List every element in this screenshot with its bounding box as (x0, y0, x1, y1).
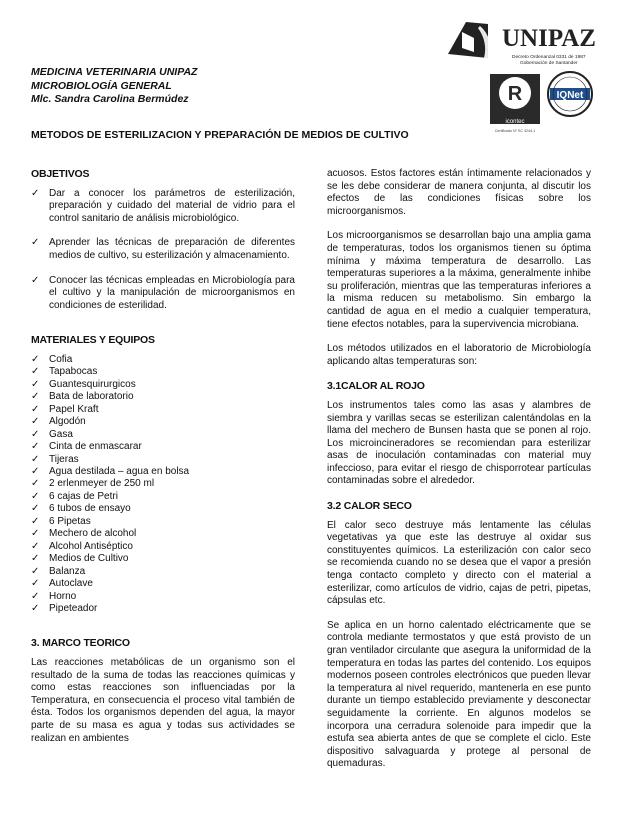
material-item (31, 516, 295, 528)
objetivo-item (31, 237, 295, 262)
checkmark-icon: ✓ (31, 528, 40, 540)
material-item (31, 541, 295, 553)
material-text: 6 Pipetas (49, 515, 91, 527)
material-text: Balanza (49, 565, 86, 577)
material-text: Cinta de enmascarar (49, 441, 142, 453)
material-item (31, 591, 295, 603)
logo-line-2: Gobernación de Santander (520, 61, 578, 66)
document-title: METODOS DE ESTERILIZACION Y PREPARACIÓN DE MEDIOS DE CULTIVO (31, 129, 409, 141)
material-item (31, 478, 295, 490)
checkmark-icon: ✓ (31, 603, 40, 614)
checkmark-icon: ✓ (31, 274, 40, 286)
calor-seco-paragraph-1: El calor seco destruye más lentamente las células vegetativas ya que este las destruye al oxidar sus constituyentes químicos. La esterilización con calor seco se recomienda cuando no se desea que el vapor a presión tenga contacto completo y directo con el material a esterilizar, como artículos de vidrio, cajas de petri, pipetas, cápsulas etc. (327, 519, 591, 607)
material-text: 6 cajas de Petri (49, 490, 118, 502)
checkmark-icon: ✓ (31, 590, 40, 602)
material-item (31, 566, 295, 578)
checkmark-icon: ✓ (31, 515, 40, 527)
checkmark-icon: ✓ (31, 466, 40, 478)
checkmark-icon: ✓ (31, 366, 40, 378)
certificate-label: Certificado N° SC 3244-1 (494, 129, 536, 133)
checkmark-icon: ✓ (31, 478, 40, 490)
checkmark-icon: ✓ (31, 540, 40, 552)
material-item (31, 404, 295, 416)
checkmark-icon: ✓ (31, 416, 40, 428)
material-item (31, 416, 295, 428)
material-text: 6 tubos de ensayo (49, 503, 131, 515)
checkmark-icon: ✓ (31, 453, 40, 465)
iqnet-label: IQNet (556, 90, 584, 101)
material-text: Tijeras (49, 453, 79, 465)
objetivo-text: Aprender las técnicas de preparación de diferentes medios de cultivo, su esterilización y almacenamiento. (49, 237, 295, 261)
material-text: 2 erlenmeyer de 250 ml (49, 478, 155, 490)
material-item (31, 366, 295, 378)
checkmark-icon: ✓ (31, 428, 40, 440)
material-item (31, 528, 295, 540)
material-item (31, 503, 295, 515)
checkmark-icon: ✓ (31, 441, 40, 453)
right-paragraph-2: Los microorganismos se desarrollan bajo una amplia gama de temperaturas, todos los organismos tienen su óptima mínima y máxima temperatura de desarrollo. Las temperaturas superiores a la máxima, generalmente inhibe su proliferación, mientras que las temperaturas inferiores a la misma reducen su metabolismo. Sin embargo la cantidad de agua en el medio a cualquier temperatura, tiene efectos notables, para la supervivencia microbiana. (327, 230, 591, 330)
header-line-author: Mlc. Sandra Carolina Bermúdez (31, 93, 189, 105)
material-text: Papel Kraft (49, 403, 99, 415)
material-text: Cofia (49, 353, 73, 365)
material-text: Gasa (49, 428, 73, 440)
iso-label: ISO 9001 (501, 111, 529, 118)
material-text: Tapabocas (49, 366, 98, 378)
material-text: Guantesquirurgicos (49, 378, 136, 390)
objetivos-heading: OBJETIVOS (31, 168, 90, 180)
checkmark-icon: ✓ (31, 187, 40, 199)
objetivos-list (31, 188, 295, 313)
material-item (31, 454, 295, 466)
checkmark-icon: ✓ (31, 391, 40, 403)
calor-rojo-paragraph: Los instrumentos tales como las asas y alambres de siembra y varillas secas se esterilizan calentándolas en la llama del mechero de Bunsen hasta que se ponen al rojo. Los microincineradores se recomiendan para esterilizar asas de inoculación contaminadas con material muy infeccioso, para evitar el riesgo de chisporrotear partículas contaminadas sobre el alrededor. (327, 399, 591, 487)
unipaz-logo (444, 18, 616, 136)
material-text: Autoclave (49, 578, 93, 590)
svg-text:R: R (507, 83, 523, 105)
material-text: Mechero de alcohol (49, 528, 137, 540)
objetivo-item (31, 188, 295, 226)
checkmark-icon: ✓ (31, 378, 40, 390)
marco-heading: 3. MARCO TEORICO (31, 637, 130, 650)
calor-seco-paragraph-2: Se aplica en un horno calentado eléctricamente que se controla mediante termostatos y que está provisto de un gran ventilador circulante que asegura la uniformidad de la temperatura en todas las partes del contenido. Los equipos modernos poseen controles electrónicos que pueden llevar la temperatura al nivel requerido, mantenerla en ese punto durante un tiempo establecido previamente y desconectar seguidamente la corriente. En algunos modelos se incorpora una cerradura solenoide para impedir que la estufa sea abierta antes de que se complete el ciclo. Este dispositivo salvaguarda y protege al personal de quemaduras. (327, 619, 591, 770)
right-column (327, 168, 591, 783)
marco-paragraph: Las reacciones metabólicas de un organismo son el resultado de la suma de todas las reacciones químicas y como estas reacciones son influenciadas por la Temperatura, en consecuencia el proceso vital también de ésta. Todos los organismos dependen del agua, la mayor parte de su masa es agua y todas sus actividades se realizan en ambientes (31, 657, 295, 744)
material-item (31, 354, 295, 366)
material-item (31, 578, 295, 590)
material-item (31, 466, 295, 478)
checkmark-icon: ✓ (31, 503, 40, 515)
material-item (31, 391, 295, 403)
material-text: Medios de Cultivo (49, 553, 129, 565)
material-text: Bata de laboratorio (49, 391, 134, 403)
checkmark-icon: ✓ (31, 403, 40, 415)
objetivo-item (31, 275, 295, 313)
materiales-heading: MATERIALES Y EQUIPOS (31, 334, 155, 347)
material-text: Algodón (49, 416, 86, 428)
materiales-list (31, 354, 295, 616)
iso-certification-badge (490, 74, 540, 125)
objetivo-text: Dar a conocer los parámetros de esterilización, preparación y cuidado del material de vidrio para el control sanitario de análisis microbiológico. (49, 187, 295, 224)
icontec-label: icontec (505, 119, 525, 125)
right-paragraph-1: acuosos. Estos factores están íntimamente relacionados y se les debe considerar de manera conjunta, al discutir los efectos de las condiciones físicas sobre los microorganismos. (327, 168, 591, 217)
checkmark-icon: ✓ (31, 353, 40, 365)
material-item (31, 429, 295, 441)
material-item (31, 441, 295, 453)
checkmark-icon: ✓ (31, 565, 40, 577)
calor-seco-heading: 3.2 CALOR SECO (327, 500, 412, 513)
material-item (31, 553, 295, 565)
unipaz-emblem-icon (448, 22, 490, 58)
checkmark-icon: ✓ (31, 553, 40, 565)
document-header (31, 66, 197, 107)
objetivo-text: Conocer las técnicas empleadas en Microbiología para el cultivo y la manipulación de microorganismos en condiciones de esterilidad. (49, 274, 295, 311)
material-text: Horno (49, 590, 77, 602)
material-item (31, 603, 295, 615)
material-item (31, 491, 295, 503)
right-paragraph-3: Los métodos utilizados en el laboratorio de Microbiología aplicando altas temperaturas son: (327, 343, 591, 367)
iqnet-certification-badge (548, 72, 592, 116)
material-text: Pipeteador (49, 603, 98, 614)
checkmark-icon: ✓ (31, 578, 40, 590)
logo-name: UNIPAZ (502, 25, 596, 52)
checkmark-icon: ✓ (31, 237, 40, 249)
material-item (31, 379, 295, 391)
checkmark-icon: ✓ (31, 490, 40, 502)
left-column (31, 168, 295, 757)
material-text: Alcohol Antiséptico (49, 540, 133, 552)
logo-line-1: Decreto Ordenanzal 0331 de 1987 (512, 55, 586, 60)
calor-rojo-heading: 3.1CALOR AL ROJO (327, 380, 425, 393)
material-text: Agua destilada – agua en bolsa (49, 466, 190, 478)
header-line-course: MICROBIOLOGÍA GENERAL (31, 79, 172, 92)
header-line-faculty: MEDICINA VETERINARIA UNIPAZ (31, 66, 198, 78)
